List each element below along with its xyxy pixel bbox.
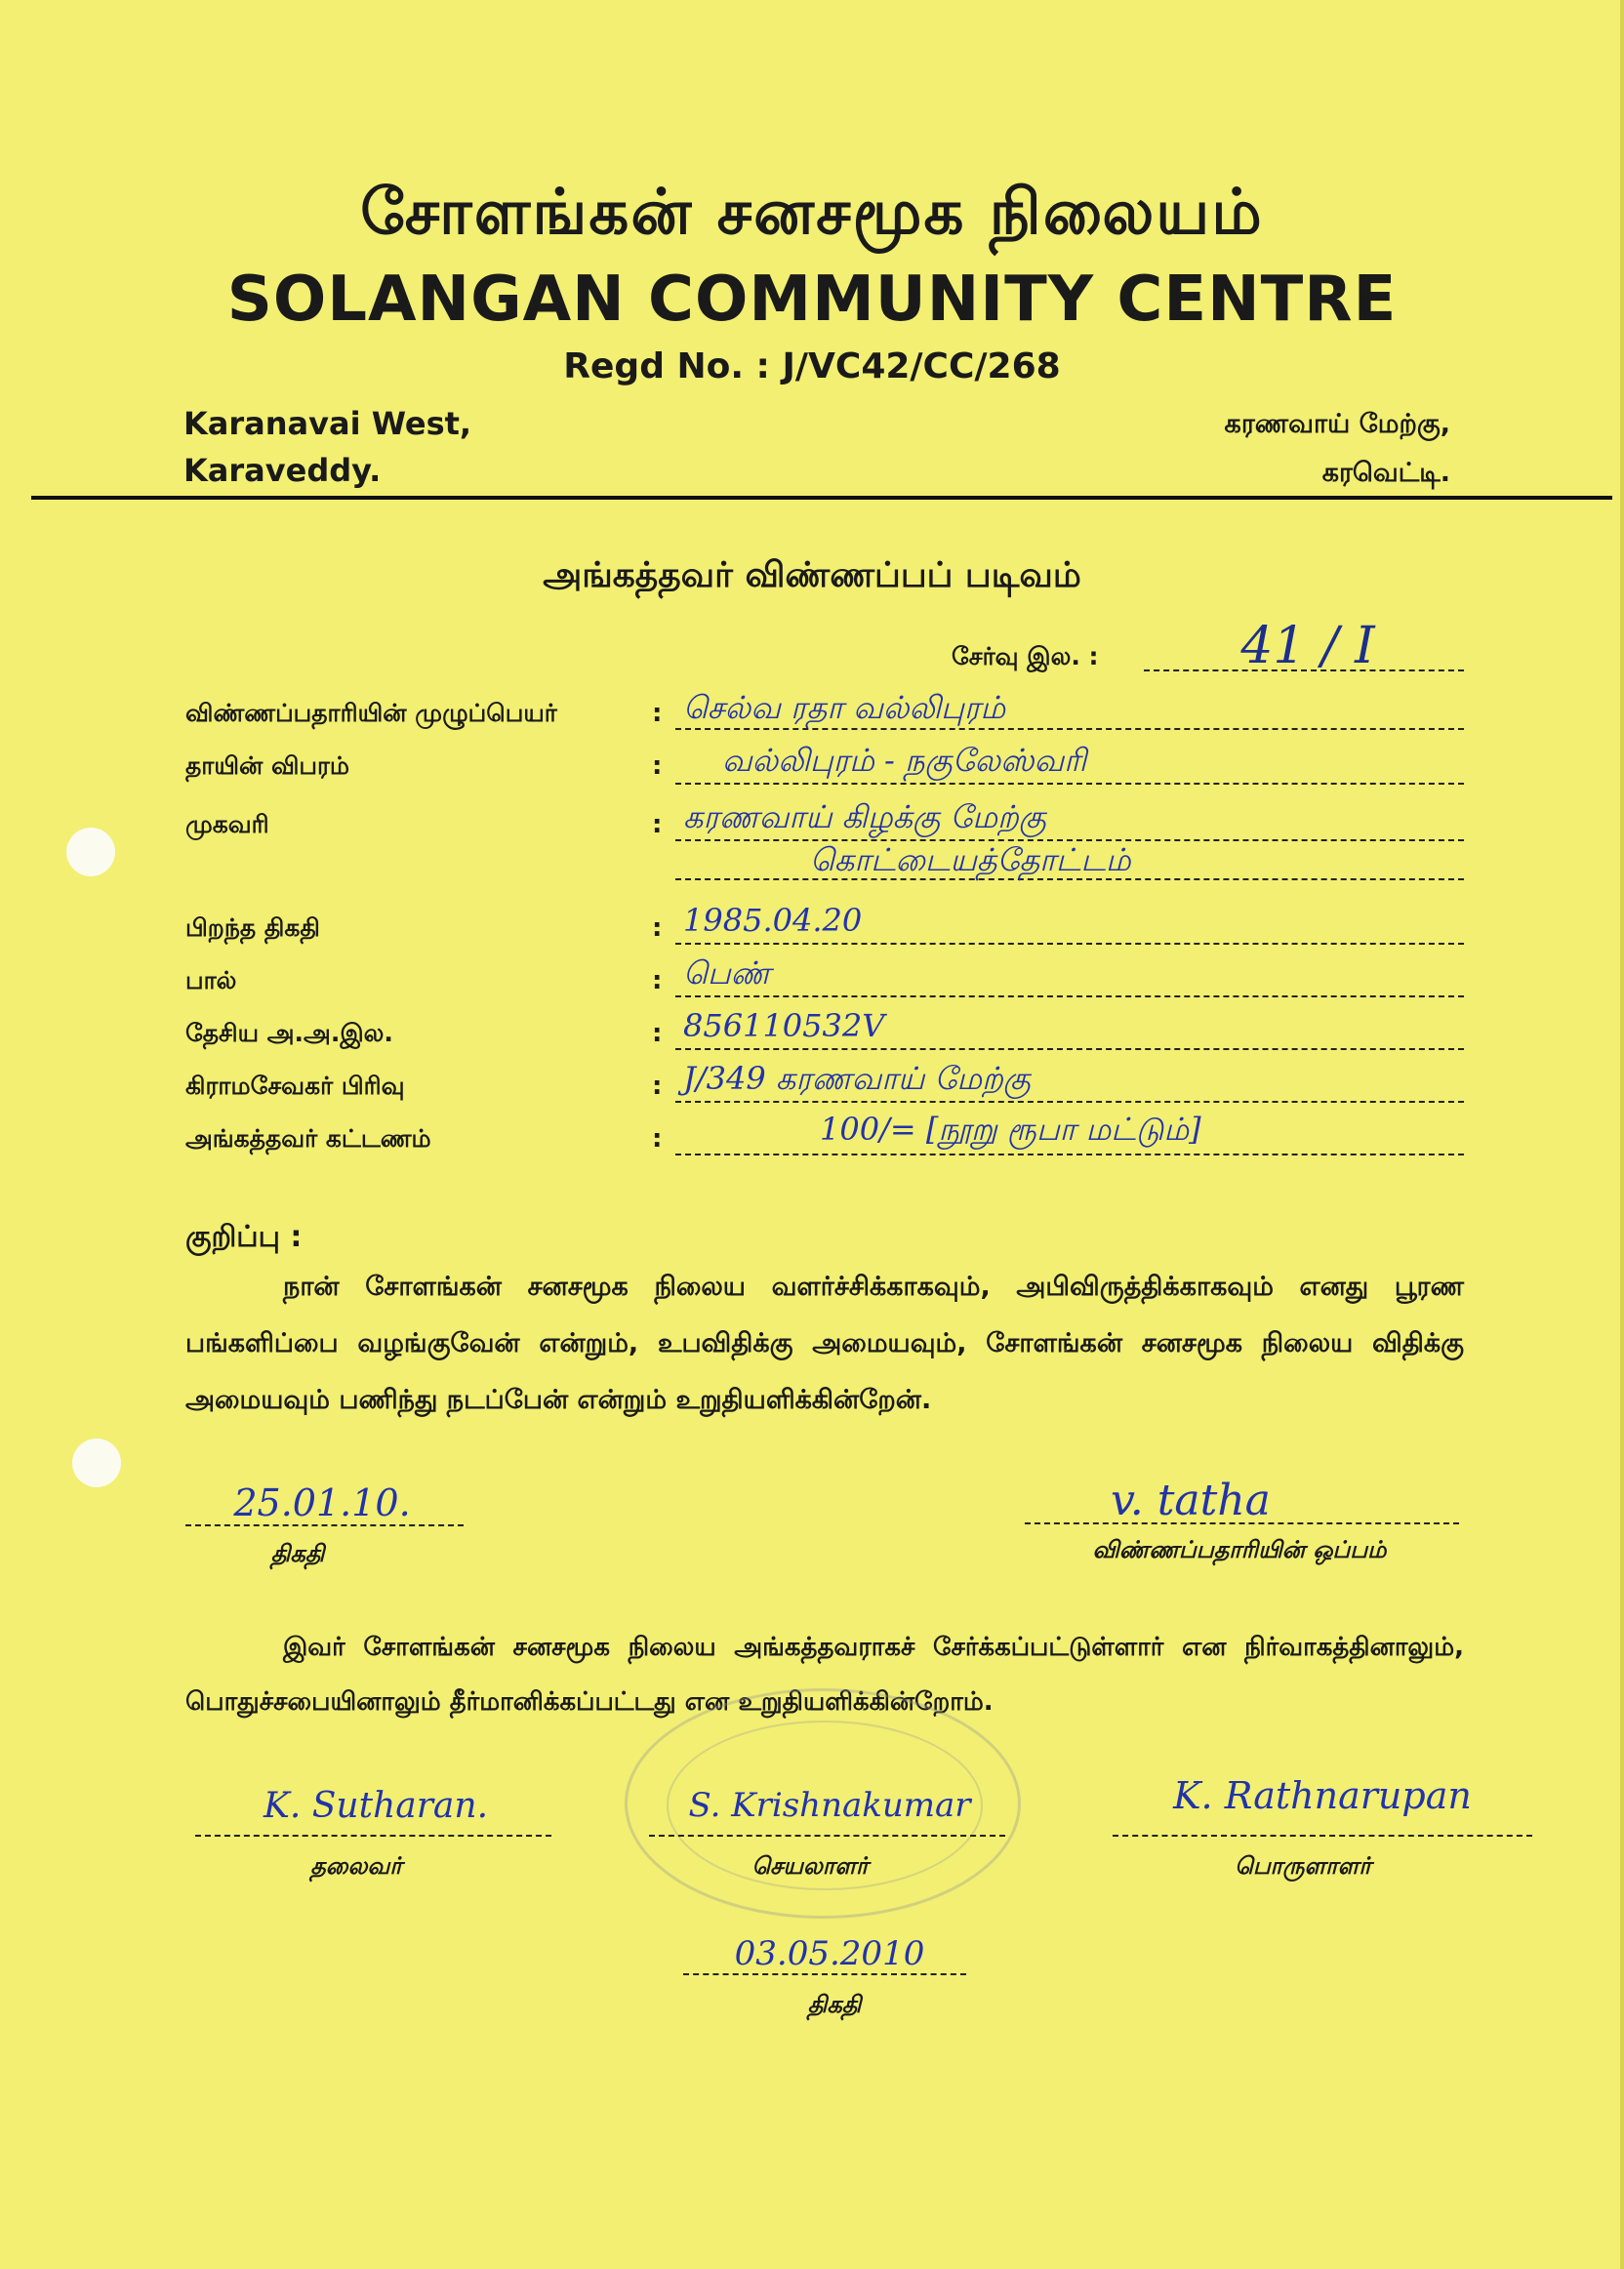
- punch-hole-bottom: [72, 1438, 121, 1487]
- field-label-nic: தேசிய அ.அ.இல.: [185, 1019, 393, 1047]
- secretary-signature-line: [649, 1835, 1005, 1837]
- field-colon: :: [652, 810, 663, 839]
- field-value-gender[interactable]: பெண்: [683, 954, 771, 992]
- final-date-caption: திகதி: [807, 1991, 862, 2018]
- treasurer-caption: பொருளாளர்: [1235, 1852, 1371, 1880]
- field-value-gn-division[interactable]: J/349 கரணவாய் மேற்கு: [683, 1060, 1032, 1097]
- field-line: [675, 943, 1464, 945]
- secretary-signature-value[interactable]: S. Krishnakumar: [688, 1786, 971, 1825]
- address-tamil-line-1: கரணவாய் மேற்கு,: [1224, 409, 1450, 439]
- address-tamil: [1225, 400, 1450, 498]
- field-line: [675, 995, 1464, 997]
- president-signature-value[interactable]: K. Sutharan.: [263, 1786, 489, 1826]
- field-colon: :: [652, 1124, 663, 1154]
- field-label-mother: தாயின் விபரம்: [185, 751, 350, 780]
- registration-number: Regd No. : J/VC42/CC/268: [563, 346, 1061, 386]
- field-line: [675, 1048, 1464, 1050]
- address-english: [183, 400, 471, 494]
- applicant-date-caption: திகதி: [270, 1540, 325, 1567]
- field-line: [675, 1101, 1464, 1103]
- registration-label: சேர்வு இல. :: [952, 642, 1099, 670]
- page-edge: [1620, 0, 1624, 2269]
- field-label-gender: பால்: [185, 966, 237, 994]
- field-value-nic[interactable]: 856110532V: [683, 1007, 885, 1044]
- header-divider: [31, 496, 1612, 500]
- field-line: [675, 1154, 1464, 1155]
- field-line: [675, 783, 1464, 785]
- secretary-caption: செயலாளர்: [751, 1852, 869, 1880]
- registration-value[interactable]: 41 / I: [1240, 617, 1375, 675]
- field-colon: :: [652, 699, 663, 728]
- field-value-address[interactable]: கரணவாய் கிழக்கு மேற்கு: [683, 798, 1047, 835]
- applicant-signature-line: [1025, 1522, 1459, 1524]
- president-signature-line: [195, 1835, 551, 1837]
- address-tamil-line-2: கரவெட்டி.: [1321, 458, 1450, 488]
- note-heading: குறிப்பு :: [185, 1220, 303, 1254]
- field-colon: :: [652, 1072, 663, 1101]
- president-caption: தலைவர்: [310, 1852, 402, 1880]
- field-colon: :: [652, 913, 663, 943]
- field-label-full-name: விண்ணப்பதாரியின் முழுப்பெயர்: [185, 699, 557, 727]
- title-tamil: சோளங்கன் சனசமூக நிலையம்: [360, 176, 1264, 249]
- field-value-address-line-2[interactable]: கொட்டையத்தோட்டம்: [810, 841, 1131, 878]
- field-value-dob[interactable]: 1985.04.20: [683, 902, 863, 939]
- treasurer-signature-line: [1113, 1835, 1532, 1837]
- note-text: நான் சோளங்கன் சனசமூக நிலைய வளர்ச்சிக்காகவும், அபிவிருத்திக்காகவும் எனது பூரண பங்களிப்பை வழங்குவேன் என்றும், உபவிதிக்கு அமையவும், சோளங்கன் சனசமூக நிலைய விதிக்கு அமையவும் பணிந்து நடப்பேன் என்றும் உறுதியளிக்கின்றேன்.: [185, 1272, 1464, 1415]
- punch-hole-top: [66, 828, 115, 876]
- treasurer-signature-value[interactable]: K. Rathnarupan: [1173, 1774, 1472, 1817]
- field-label-address: முகவரி: [185, 810, 269, 838]
- field-value-mother[interactable]: வல்லிபுரம் - நகுலேஸ்வரி: [722, 742, 1087, 779]
- address-english-line-2: Karaveddy.: [183, 452, 382, 489]
- field-value-fee[interactable]: 100/= [நூறு ரூபா மட்டும்]: [820, 1111, 1201, 1148]
- field-label-gn-division: கிராமசேவகர் பிரிவு: [185, 1072, 405, 1100]
- applicant-signature-caption: விண்ணப்பதாரியின் ஒப்பம்: [1092, 1536, 1387, 1563]
- final-date-value[interactable]: 03.05.2010: [734, 1934, 925, 1973]
- address-english-line-1: Karanavai West,: [183, 405, 472, 442]
- applicant-date-value[interactable]: 25.01.10.: [233, 1481, 411, 1524]
- form-title: அங்கத்தவர் விண்ணப்பப் படிவம்: [543, 554, 1081, 595]
- title-english: SOLANGAN COMMUNITY CENTRE: [226, 263, 1398, 336]
- field-value-full-name[interactable]: செல்வ ரதா வல்லிபுரம்: [683, 689, 1006, 726]
- approval-text: இவர் சோளங்கன் சனசமூக நிலைய அங்கத்தவராகச் சேர்க்கப்பட்டுள்ளார் என நிர்வாகத்தினாலும், பொதுச்சபையினாலும் தீர்மானிக்கப்பட்டது என உறுதியளிக்கின்றோம்.: [185, 1633, 1464, 1717]
- applicant-signature-value[interactable]: v. tatha: [1111, 1476, 1271, 1525]
- field-label-dob: பிறந்த திகதி: [185, 913, 320, 942]
- note-body: [185, 1259, 1464, 1429]
- field-colon: :: [652, 966, 663, 995]
- final-date-line: [683, 1973, 966, 1975]
- field-label-fee: அங்கத்தவர் கட்டணம்: [185, 1124, 431, 1153]
- applicant-date-line: [185, 1524, 464, 1526]
- field-colon: :: [652, 1019, 663, 1048]
- field-colon: :: [652, 751, 663, 781]
